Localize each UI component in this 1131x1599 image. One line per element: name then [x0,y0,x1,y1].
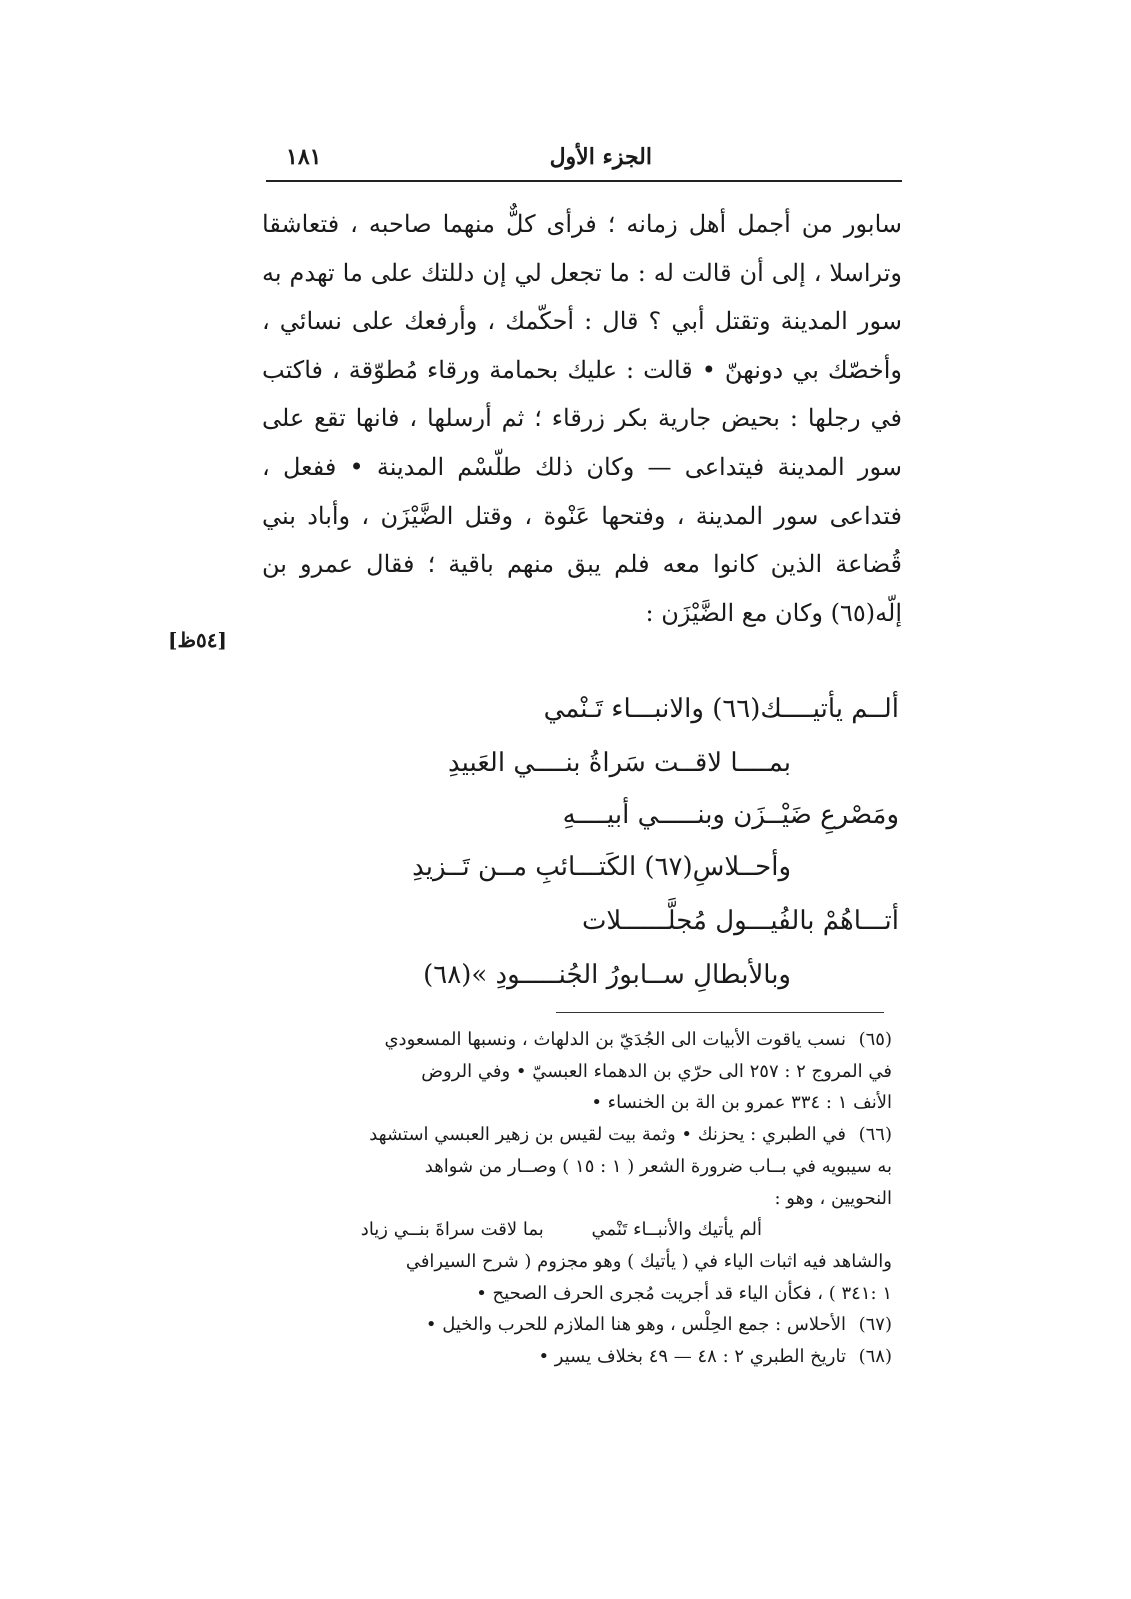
poem-line-1: ألــم يأتيــــك(٦٦) والانبـــاء تَـنْمي [543,694,899,724]
poem-line-4: وأحــلاسِ(٦٧) الكَتـــائبِ مــن تَــزيدِ [412,852,791,882]
footnote-line: الأنف ١ : ٣٣٤ عمرو بن الة بن الخنساء • [591,1092,892,1114]
footnote-number: (٦٦) [858,1124,892,1146]
footnote-line: ١ :٣٤١ ) ، فكأن الياء قد أجريت مُجرى الحرف الصحيح • [476,1282,892,1304]
footnotes [252,1024,892,1373]
footnote-line: الأحلاس : جمع الحِلْس ، وهو هنا الملازم للحرب والخيل • [425,1314,846,1336]
footnote-number: (٦٥) [858,1029,892,1050]
body-text [262,200,902,637]
footnote-separator [556,1012,884,1013]
footnote-number: (٦٨) [858,1346,892,1368]
poem-line-5: أتـــاهُمْ بالفُيـــول مُجلَّــــــلات [581,906,899,936]
page-number: ١٨١ [286,144,322,170]
footnote-line: في المروج ٢ : ٢٥٧ الى حرّي بن الدهماء العبسيّ • وفي الروض [421,1060,892,1082]
footnote-66-continued [252,1278,892,1310]
footnote-67 [252,1309,892,1341]
footnote-line: النحويين ، وهو : [774,1187,892,1209]
poem-line-6: وبالأبطالِ ســابورُ الجُنـــــودِ »(٦٨) [423,960,791,990]
footnote-65 [252,1024,892,1056]
footnote-65-continued [252,1056,892,1088]
footnote-line: في الطبري : يحزنك • وثمة بيت لقيس بن زهير العبسي استشهد [369,1124,846,1146]
footnote-65-continued [252,1087,892,1119]
poem-line-2: بمــــا لاقــت سَراةُ بنــــي العَبيدِ [448,748,791,778]
footnote-verse-hemistich: بما لاقت سراةَ بنــي زياد [360,1219,544,1241]
footnote-line: تاريخ الطبري ٢ : ٤٨ — ٤٩ بخلاف يسير • [538,1346,846,1368]
footnote-66 [252,1119,892,1151]
running-title: الجزء الأول [549,144,652,170]
poem-line-3: ومَصْرعِ ضَيْــزَن وبنـــــي أبيــــهِ [562,800,899,830]
footnote-66-continued [252,1246,892,1278]
footnote-line: نسب ياقوت الأبيات الى الجُدَيّ بن الدلهاث ، ونسبها المسعودي [384,1029,846,1050]
body-paragraph: سابور من أجمل أهل زمانه ؛ فرأى كلٌّ منهما صاحبه ، فتعاشقا وتراسلا ، إلى أن قالت له : ما تجعل لي إن دللتك على ما تهدم به سور المدينة وتقتل أبي ؟ قال : أحكّمك ، وأرفعك على نسائي ، وأخصّك بي دونهنّ • قالت : عليك بحمامة ورقاء مُطوّقة ، فاكتب في رجلها : بحيض جارية بكر زرقاء ؛ ثم أرسلها ، فانها تقع على سور المدينة فيتداعى — وكان ذلك طلّسْم المدينة • ففعل ، فتداعى سور المدينة ، وفتحها عَنْوة ، وقتل الضَّيْزَن ، وأباد بني قُضاعة الذين كانوا معه فلم يبق منهم باقية ؛ فقال عمرو بن إلّه(٦٥) وكان مع الضَّيْزَن : [262,210,902,627]
footnote-verse-hemistich: ألم يأتيك والأنبــاء تَنْمي [591,1219,762,1241]
margin-folio-note: [٥٤ظ] [168,628,227,652]
page-header [266,142,902,182]
footnote-66-verse [252,1214,892,1246]
footnote-line: والشاهد فيه اثبات الياء في ( يأتيك ) وهو مجزوم ( شرح السيرافي [405,1250,892,1272]
footnote-66-continued [252,1151,892,1183]
footnote-66-continued [252,1183,892,1215]
footnote-68 [252,1341,892,1373]
footnote-line: به سيبويه في بــاب ضرورة الشعر ( ١ : ١٥ ) وصــار من شواهد [424,1155,892,1177]
footnote-number: (٦٧) [858,1314,892,1336]
